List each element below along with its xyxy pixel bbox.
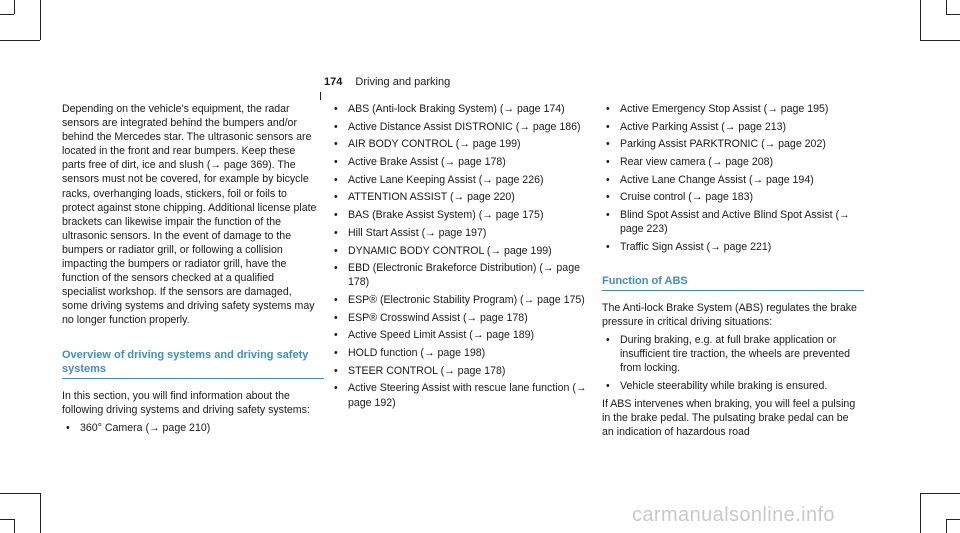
list-item[interactable]: • Blind Spot Assist and Active Blind Spot Assist (→ page 223) [602,208,860,236]
list-item[interactable]: • ATTENTION ASSIST (→ page 220) [330,190,588,204]
page-header [324,76,450,88]
section-rule [602,290,864,291]
list-item[interactable]: • Active Emergency Stop Assist (→ page 195) [602,102,860,116]
list-item[interactable]: • Active Lane Keeping Assist (→ page 226) [330,173,588,187]
list-item[interactable]: • 360° Camera (→ page 210) [62,421,320,435]
list-item[interactable]: • Active Parking Assist (→ page 213) [602,120,860,134]
list-item: • Vehicle steerability while braking is ensured. [602,379,860,393]
list-item[interactable]: • Active Steering Assist with rescue lane function (→ page 192) [330,381,588,409]
list-item[interactable]: • Hill Start Assist (→ page 197) [330,226,588,240]
watermark: carmanualsonline.info [632,504,835,526]
section-rule [62,378,324,379]
list-item[interactable]: • Active Distance Assist DISTRONIC (→ page 186) [330,120,588,134]
list-item: • During braking, e.g. at full brake application or insufficient tire traction, the wheels are prevented from locking. [602,333,860,375]
list-item[interactable]: • ESP® (Electronic Stability Program) (→ page 175) [330,293,588,307]
abs-intro: The Anti-lock Brake System (ABS) regulates the brake pressure in critical driving situations: [602,302,857,329]
list-item[interactable]: • Active Lane Change Assist (→ page 194) [602,173,860,187]
abs-list [602,333,860,393]
list-item[interactable]: • Parking Assist PARKTRONIC (→ page 202) [602,137,860,151]
list-item[interactable]: • Traffic Sign Assist (→ page 221) [602,240,860,254]
overview-paragraph: In this section, you will find information about the following driving systems and driving safety systems: [62,389,310,416]
list-item[interactable]: • AIR BODY CONTROL (→ page 199) [330,137,588,151]
section-heading: Function of ABS [602,275,688,287]
list-item[interactable]: • STEER CONTROL (→ page 178) [330,364,588,378]
list-item[interactable]: • EBD (Electronic Brakeforce Distribution) (→ page 178) [330,261,588,289]
intro-paragraph: Depending on the vehicle's equipment, the radar sensors are integrated behind the bumpers and/or behind the Mercedes star. The ultrasonic sensors are located in the front and rear bumpers. Keep these parts free of dirt, ice and slush (→ page 369). The sensors must not be covered, for example by bicycle racks, overhanging loads, stickers, foil or foils to protect against stone chipping. Additional license plate brackets can likewise impair the function of the ultrasonic sensors. In the event of damage to the bumpers or radiator grill, or following a collision impacting the bumpers or radiator grill, have the function of the sensors checked at a qualified specialist workshop. If the sensors are damaged, some driving systems and driving safety systems may no longer function properly. [62,103,317,327]
column-middle [330,102,588,413]
system-list [602,102,860,254]
list-item[interactable]: • HOLD function (→ page 198) [330,346,588,360]
list-item[interactable]: • Active Speed Limit Assist (→ page 189) [330,328,588,342]
page-number: 174 [324,76,343,88]
section-title: Driving and parking [355,76,451,88]
system-list [62,421,320,435]
system-list [330,102,588,410]
list-item[interactable]: • BAS (Brake Assist System) (→ page 175) [330,208,588,222]
list-item[interactable]: • Cruise control (→ page 183) [602,190,860,204]
column-left [62,102,320,438]
list-item[interactable]: • DYNAMIC BODY CONTROL (→ page 199) [330,244,588,258]
header-divider [320,92,321,100]
section-heading: Overview of driving systems and driving safety systems [62,348,309,375]
list-item[interactable]: • Active Brake Assist (→ page 178) [330,155,588,169]
list-item[interactable]: • ABS (Anti-lock Braking System) (→ page 174) [330,102,588,116]
list-item[interactable]: • ESP® Crosswind Assist (→ page 178) [330,311,588,325]
column-right [602,102,860,439]
list-item[interactable]: • Rear view camera (→ page 208) [602,155,860,169]
abs-outro: If ABS intervenes when braking, you will feel a pulsing in the brake pedal. The pulsating brake pedal can be an indication of hazardous road [602,397,856,438]
